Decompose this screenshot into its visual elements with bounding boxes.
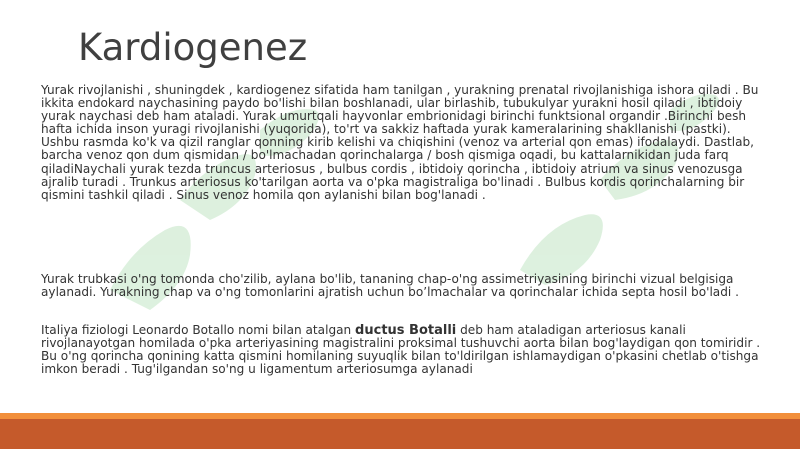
ductus-botalli-term: ductus Botalli (355, 323, 457, 338)
footer-bar (0, 419, 800, 449)
paragraph-ductus-rest: deb ham ataladigan arteriosus kanali rivojlanayotgan homilada o'pka arteriyasining magistralini proksimal tushuvchi aorta bilan bog'laydigan qon tomiridir . Bu o'ng qorincha qonining katta qismini homilaning suyuqlik bilan to'ldirilgan ishlamaydigan o'pkasini chetlab o'tishga imkon beradi . Tug'ilgandan so'ng u ligamentum arteriosumga aylanadi (41, 323, 761, 377)
paragraph-heart-tube: Yurak trubkasi o'ng tomonda cho'zilib, aylana bo'lib, tananing chap-o'ng assimetriyasining birinchi vizual belgisiga aylanadi. Yurakning chap va o'ng tomonlarini ajratish uchun bo’lmachalar va qorinchalar ichida septa hosil bo'ladi . (41, 272, 739, 300)
paragraph-ductus-botalli (41, 324, 766, 376)
slide-title: Kardiogenez (78, 26, 308, 69)
paragraph-ductus-intro: Italiya fiziologi Leonardo Botallo nomi bilan atalgan (41, 323, 356, 337)
paragraph-cardiogenesis: Yurak rivojlanishi , shuningdek , kardiogenez sifatida ham tanilgan , yurakning prenatal rivojlanishiga ishora qiladi . Bu ikkita endokard naychasining paydo bo'lishi bilan boshlanadi, ular birlashib, tubukulyar yurakni hosil qiladi , ibtidoiy yurak naychasi deb ham ataladi. Yurak umurtqali hayvonlar embrionidagi birinchi funktsional organdir .Birinchi besh hafta ichida inson yuragi rivojlanishi (yuqorida), to'rt va sakkiz haftada yurak kameralarining shakllanishi (pastki). Ushbu rasmda ko'k va qizil ranglar qonning kirib kelishi va chiqishini (venoz va arterial qon emas) ifodalaydi. Dastlab, barcha venoz qon dum qismidan / bo'lmachadan qorinchalarga / bosh qismiga oqadi, bu kattalarnikidan juda farq qiladiNaychali yurak tezda truncus arteriosus , bulbus cordis , ibtidoiy qorincha , ibtidoiy atrium va sinus venozusga ajralib turadi . Trunkus arteriosus ko'tarilgan aorta va o'pka magistraliga bo'linadi . Bulbus kordis qorinchalarning bir qismini tashkil qiladi . Sinus venoz homila qon aylanishi bilan bog'lanadi . (41, 83, 759, 202)
